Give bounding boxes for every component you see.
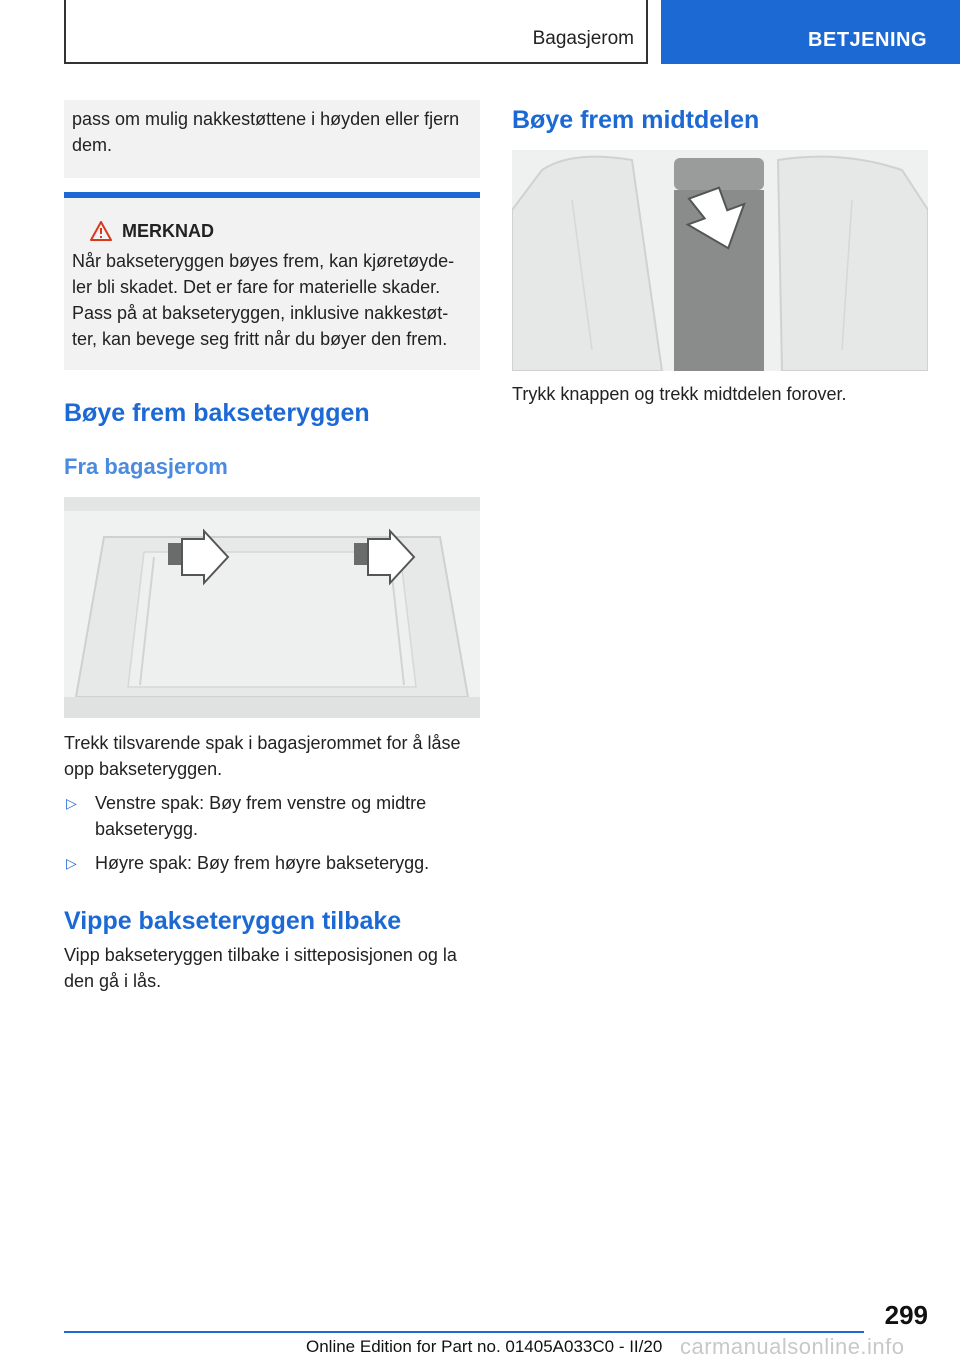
list-item [64, 790, 480, 842]
list-item-text: Høyre spak: Bøy frem høyre bakseterygg. [95, 853, 430, 873]
header-section-title: Bagasjerom [532, 28, 634, 49]
triangle-bullet-icon: ▷ [66, 855, 77, 871]
warning-triangle-icon [90, 221, 112, 241]
footer-divider [64, 1331, 864, 1333]
section-title-fold-middle: Bøye frem midtdelen [512, 106, 760, 134]
middle-section-illustration [512, 150, 928, 371]
list-item [64, 850, 480, 876]
notice-box [64, 192, 480, 370]
intro-box [64, 100, 480, 178]
watermark: carmanualsonline.info [680, 1334, 905, 1359]
list-item-text: Venstre spak: Bøy frem venstre og midtre bakseterygg. [95, 793, 427, 839]
footer-edition: Online Edition for Part no. 01405A033C0 - II/20 [306, 1337, 663, 1356]
header-chapter-tab: BETJENING [661, 0, 960, 64]
notice-title: MERKNAD [122, 221, 214, 241]
right-column [512, 100, 928, 407]
tilt-back-text: Vipp bakseteryggen tilbake i sitteposisjonen og la den gå i lås. [64, 945, 457, 991]
page-number: 299 [884, 1300, 928, 1330]
notice-header [90, 218, 472, 244]
caption-middle-section: Trykk knappen og trekk midtdelen forover. [512, 384, 847, 404]
section-title-fold-backrest: Bøye frem bakseteryggen [64, 399, 370, 427]
left-column [64, 100, 480, 994]
caption-release-lever: Trekk tilsvarende spak i bagasjerommet for å låse opp bakseteryggen. [64, 733, 461, 779]
section-title-tilt-back: Vippe bakseteryggen tilbake [64, 907, 402, 935]
notice-body: Når bakseteryggen bøyes frem, kan kjøretøyde-ler bli skadet. Det er fare for materielle skader. Pass på at bakseteryggen, inklusive nakkestøt-ter, kan bevege seg fritt når du bøyer den frem. [72, 251, 455, 349]
subsection-title-from-trunk: Fra bagasjerom [64, 454, 228, 479]
triangle-bullet-icon: ▷ [66, 795, 77, 811]
trunk-illustration [64, 497, 480, 718]
lever-list [64, 790, 480, 876]
intro-text: pass om mulig nakkestøttene i høyden eller fjern dem. [72, 109, 460, 155]
